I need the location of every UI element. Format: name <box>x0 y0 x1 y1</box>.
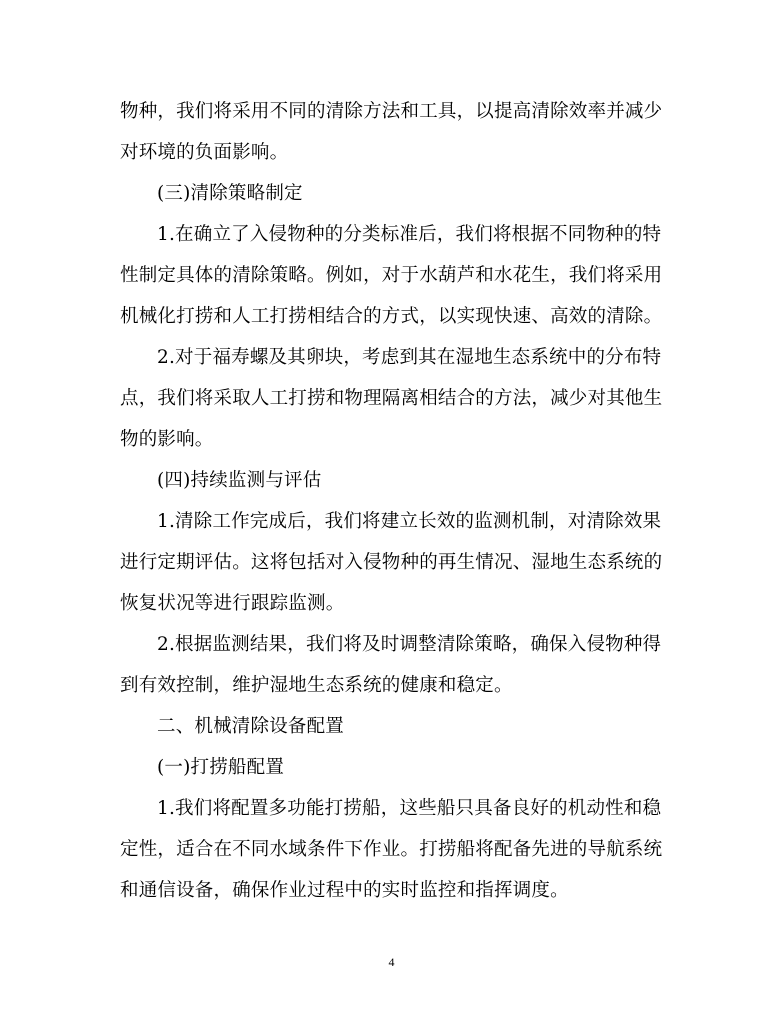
body-text-line: 1.清除工作完成后，我们将建立长效的监测机制，对清除效果 <box>157 511 662 532</box>
body-text-line: 到有效控制，维护湿地生态系统的健康和稳定。 <box>120 675 513 696</box>
body-text-line: 性制定具体的清除策略。例如，对于水葫芦和水花生，我们将采用 <box>120 265 663 286</box>
body-text-line: 2.根据监测结果，我们将及时调整清除策略，确保入侵物种得 <box>157 634 662 655</box>
section-heading: (四)持续监测与评估 <box>157 470 322 491</box>
body-text-line: 2.对于福寿螺及其卵块，考虑到其在湿地生态系统中的分布特 <box>157 347 662 368</box>
body-text-line: 物的影响。 <box>120 429 214 450</box>
body-text-line: 点，我们将采取人工打捞和物理隔离相结合的方法，减少对其他生 <box>120 388 663 409</box>
section-heading: (一)打捞船配置 <box>157 757 285 778</box>
body-text-line: 进行定期评估。这将包括对入侵物种的再生情况、湿地生态系统的 <box>120 552 663 573</box>
body-text-line: 对环境的负面影响。 <box>120 142 289 163</box>
body-text-line: 物种，我们将采用不同的清除方法和工具，以提高清除效率并减少 <box>120 101 663 122</box>
chapter-heading: 二、机械清除设备配置 <box>157 716 345 737</box>
body-text-line: 1.在确立了入侵物种的分类标准后，我们将根据不同物种的特 <box>157 224 662 245</box>
body-text-line: 机械化打捞和人工打捞相结合的方式，以实现快速、高效的清除。 <box>120 306 663 327</box>
section-heading: (三)清除策略制定 <box>157 183 303 204</box>
body-text-line: 恢复状况等进行跟踪监测。 <box>120 593 345 614</box>
body-text-line: 定性，适合在不同水域条件下作业。打捞船将配备先进的导航系统 <box>120 839 663 860</box>
body-text-line: 和通信设备，确保作业过程中的实时监控和指挥调度。 <box>120 880 569 901</box>
page-number: 4 <box>388 955 395 969</box>
body-text-line: 1.我们将配置多功能打捞船，这些船只具备良好的机动性和稳 <box>157 798 662 819</box>
